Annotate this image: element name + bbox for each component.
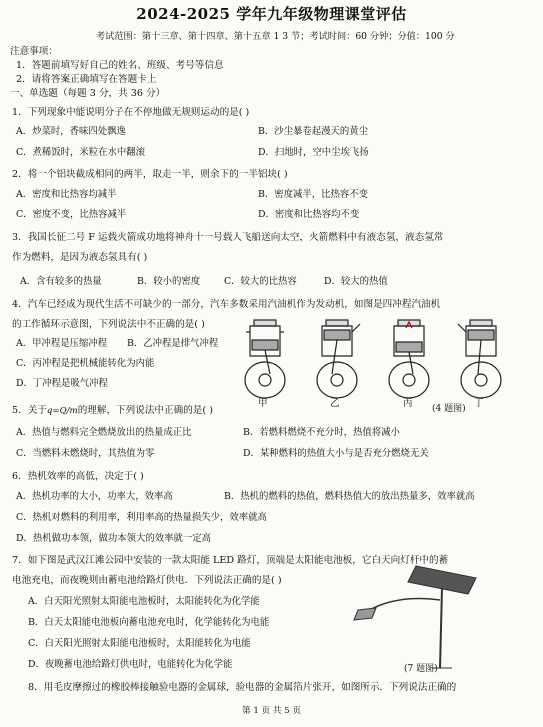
q5-stem-suffix: 的理解，下列说法中正确的是( ) — [77, 405, 213, 416]
question-8-stem: 8．用毛皮摩擦过的橡胶棒接触验电器的金属球，验电器的金属箔片张开，如图所示．下列说法正确的 — [28, 682, 457, 693]
q7-option-a: A．白天阳光照射太阳能电池板时，太阳能转化为化学能 — [28, 596, 260, 607]
question-6-stem: 6．热机效率的高低，决定于( ) — [12, 471, 144, 482]
page-footer: 第 1 页 共 5 页 — [242, 706, 301, 716]
q3-option-b: B．较小的密度 — [137, 276, 201, 287]
engine-diagram — [245, 320, 285, 398]
q3-option-c: C．较大的比热容 — [224, 276, 297, 287]
engine-label-jia: 甲 — [258, 398, 268, 409]
question-7-stem-cont: 电池充电，而夜晚则由蓄电池给路灯供电．下列说法正确的是( ) — [12, 575, 282, 586]
solar-street-lamp-figure — [336, 560, 486, 670]
q1-option-d: D．扫地时，空中尘埃飞扬 — [258, 147, 369, 158]
q1-option-a: A．炒菜时，香味四处飘逸 — [16, 126, 126, 137]
q5-stem-prefix: 5．关于 — [12, 405, 47, 416]
q4-option-a: A．甲冲程是压缩冲程 — [16, 338, 108, 349]
engine-label-bing: 丙 — [403, 398, 413, 409]
question-7-stem: 7．如下图是武汉江滩公园中安装的一款太阳能 LED 路灯，顶端是太阳能电池板，它白天向灯杆中的蓄 — [12, 555, 449, 566]
q1-option-b: B．沙尘暴卷起漫天的黄尘 — [258, 126, 369, 137]
q2-option-b: B．密度减半，比热容不变 — [258, 189, 369, 200]
engine-diagram — [317, 320, 360, 398]
q6-option-b: B．热机的燃料的热值，燃料热值大的放出热量多，效率就高 — [224, 491, 475, 502]
engine-diagram — [458, 320, 501, 398]
question-3-stem-cont: 作为燃料，是因为液态氢具有( ) — [12, 252, 148, 263]
q6-option-a: A．热机功率的大小，功率大，效率高 — [16, 491, 173, 502]
notice-item: 1．答题前填写好自己的姓名、班级、考号等信息 — [16, 60, 224, 71]
question-3-stem: 3．我国长征二号 F 运载火箭成功地将神舟十一号载人飞船送向太空，火箭燃料中有液态氢，液态氢常 — [12, 232, 444, 243]
question-4-stem-cont: 的工作循环示意图，下列说法中不正确的是( ) — [12, 319, 205, 330]
q7-option-b: B．白天太阳能电池板向蓄电池充电时，化学能转化为电能 — [28, 617, 270, 628]
engine-diagram — [389, 320, 429, 398]
q2-option-c: C．密度不变，比热容减半 — [16, 209, 127, 220]
q3-option-d: D．较大的热值 — [324, 276, 388, 287]
q6-option-c: C．热机对燃料的利用率，利用率高的热量损失少，效率就高 — [16, 512, 267, 523]
figure-4-caption: (4 题图) — [432, 404, 466, 414]
q4-option-c: C．丙冲程是把机械能转化为内能 — [16, 358, 155, 369]
q4-option-d: D．丁冲程是吸气冲程 — [16, 378, 108, 389]
q1-option-c: C．煮稀饭时，米粒在水中翻滚 — [16, 147, 146, 158]
notice-item: 2．请将答案正确填写在答题卡上 — [16, 74, 157, 85]
q7-option-d: D．夜晚蓄电池给路灯供电时，电能转化为化学能 — [28, 659, 233, 670]
q5-option-a: A．热值与燃料完全燃烧放出的热量成正比 — [16, 427, 192, 438]
question-2-stem: 2．将一个铝块截成相同的两半，取走一半，则余下的一半铝块( ) — [12, 169, 288, 180]
section-heading: 一、单选题（每题 3 分，共 36 分） — [10, 88, 166, 99]
q7-option-c: C．白天阳光照射太阳能电池板时，太阳能转化为电能 — [28, 638, 251, 649]
q3-option-a: A．含有较多的热量 — [20, 276, 102, 287]
led-lamp-head-icon — [354, 608, 376, 620]
q5-option-d: D．某种燃料的热值大小与是否充分燃烧无关 — [243, 448, 429, 459]
page-title: 2024-2025 学年九年级物理课堂评估 — [136, 5, 407, 23]
q5-option-b: B．若燃料燃烧不充分时，热值将减小 — [243, 427, 400, 438]
q4-option-b: B．乙冲程是排气冲程 — [127, 338, 219, 349]
figure-7-caption: (7 题图) — [404, 664, 438, 674]
engine-strokes-figure — [236, 318, 526, 410]
engine-label-yi: 乙 — [330, 398, 340, 409]
notice-heading: 注意事项： — [10, 46, 58, 57]
question-5-stem — [12, 405, 213, 417]
lamp-pole — [440, 588, 442, 668]
q5-option-c: C．当燃料未燃烧时，其热值为零 — [16, 448, 155, 459]
q6-option-d: D．热机做功本领，做功本领大的效率就一定高 — [16, 533, 212, 544]
q2-option-a: A．密度和比热容均减半 — [16, 189, 117, 200]
engine-label-ding: 丁 — [474, 398, 484, 409]
question-4-stem: 4．汽车已经成为现代生活不可缺少的一部分，汽车多数采用汽油机作为发动机，如图是四冲程汽油机 — [12, 299, 441, 310]
question-1-stem: 1．下列现象中能说明分子在不停地做无规则运动的是( ) — [12, 107, 250, 118]
exam-info: 考试范围：第十三章、第十四章、第十五章 1 3 节；考试时间：60 分钟；分值：100 分 — [96, 31, 455, 42]
q5-formula: q=Q/m — [46, 406, 78, 416]
q2-option-d: D．密度和比热容均不变 — [258, 209, 360, 220]
